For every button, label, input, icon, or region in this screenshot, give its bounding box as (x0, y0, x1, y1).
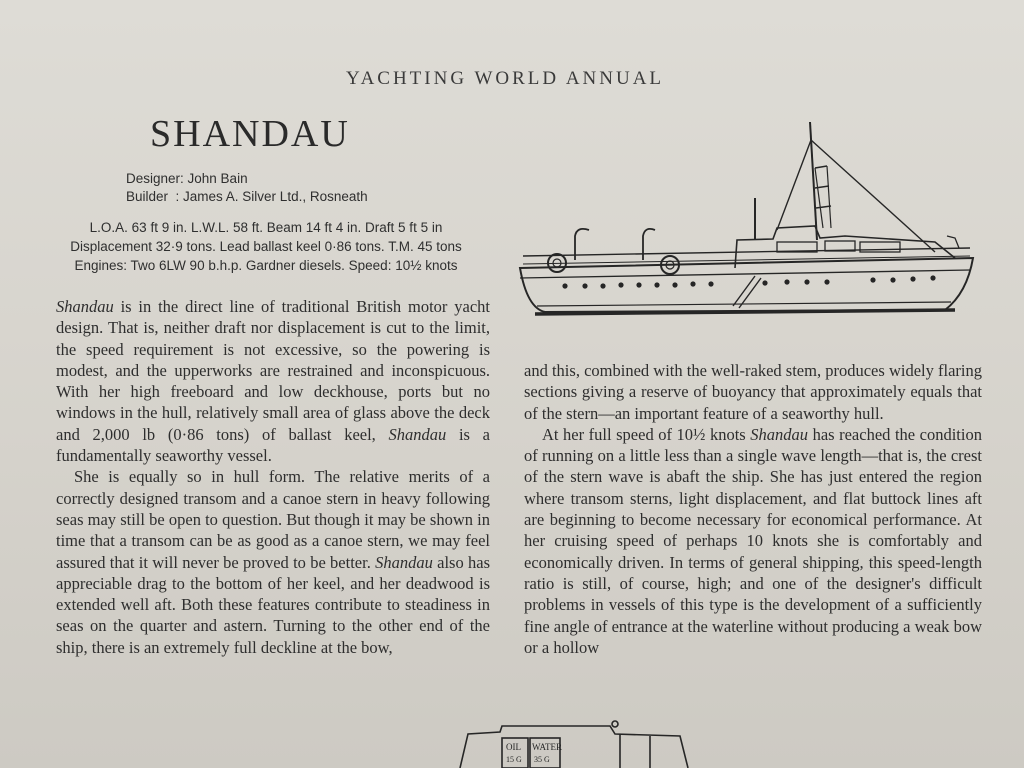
left-text-column (56, 296, 490, 658)
article-title: SHANDAU (150, 113, 350, 155)
paragraph-text: is a fundamentally seaworthy vessel. (56, 424, 490, 466)
vessel-name: Shandau (750, 424, 809, 444)
deck-plan-drawing (410, 720, 710, 768)
paragraph-text: She is equally so in hull form. The relative merits of a correctly designed transom and a canoe stern in heavy following seas may still be open to question. But though it may be shown in time that a transom can be as good as a canoe stern, we may feel assured that it will never be proved to be better. (56, 467, 490, 572)
spec-dimensions: L.O.A. 63 ft 9 in. L.W.L. 58 ft. Beam 14 ft 4 in. Draft 5 ft 5 in (89, 220, 443, 235)
spec-displacement: Displacement 32·9 tons. Lead ballast keel 0·86 tons. T.M. 45 tons (70, 239, 462, 254)
paragraph (56, 296, 490, 466)
mast (810, 122, 817, 240)
paragraph-text: also has appreciable drag to the bottom of her keel, and her deadwood is extended well aft. Both these features contribute to steadiness in seas on the quarter and astern. Turning to the other end of the ship, there is an extremely full deckline at the bow, (56, 552, 490, 657)
vessel-name: Shandau (375, 552, 433, 572)
vessel-name: Shandau (56, 297, 114, 316)
vessel-name: Shandau (388, 424, 447, 444)
credits-block (126, 170, 368, 206)
paragraph-text: has reached the condition of running on a little less than a single wave length—that is, the crest of the stern wave is abaft the ship. She has just entered the region where transom sterns, light displacement, and flat buttock lines aft are beginning to become necessary for economical performance. At her cruising speed of perhaps 10 knots she is comfortably and economically driven. In terms of general shipping, this speed-length ratio is still, of course, high; and one of the designer's difficult problems in vessels of this type is the development of a sufficiently fine angle of entrance at the waterline without producing a weak bow or a hollow (524, 424, 982, 657)
designer-line: Designer: John Bain (126, 171, 248, 186)
right-text-column (524, 360, 982, 658)
paragraph-text: is in the direct line of traditional British motor yacht design. That is, neither draft nor displacement is cut to the limit, the speed requirement is not excessive, so the powering is modest, and the upperworks are restrained and inconspicuous. With her high freeboard and low deckhouse, ports but no windows in the hull, relatively small area of glass above the deck and 2,000 lb (0·86 tons) of ballast keel, (56, 297, 490, 444)
water-capacity-label: 35 G (534, 755, 550, 764)
paragraph: and this, combined with the well-raked stem, produces widely flaring sections giving a reserve of buoyancy that approximately equals that of the stern—an important feature of a seaworthy hull. (524, 361, 982, 423)
water-tank-label: WATER (532, 742, 562, 752)
paragraph (524, 424, 982, 658)
yacht-profile-drawing (515, 118, 985, 323)
running-head: YACHTING WORLD ANNUAL (345, 68, 665, 89)
spec-engines: Engines: Two 6LW 90 b.h.p. Gardner diesels. Speed: 10½ knots (74, 258, 458, 273)
oil-tank-label: OIL (506, 742, 521, 752)
specifications-block (56, 218, 476, 275)
paragraph-text: At her full speed of 10½ knots (542, 424, 751, 444)
paragraph (56, 466, 490, 658)
portholes (562, 275, 935, 288)
oil-capacity-label: 15 G (506, 755, 522, 764)
builder-line: Builder : James A. Silver Ltd., Rosneath (126, 189, 368, 204)
